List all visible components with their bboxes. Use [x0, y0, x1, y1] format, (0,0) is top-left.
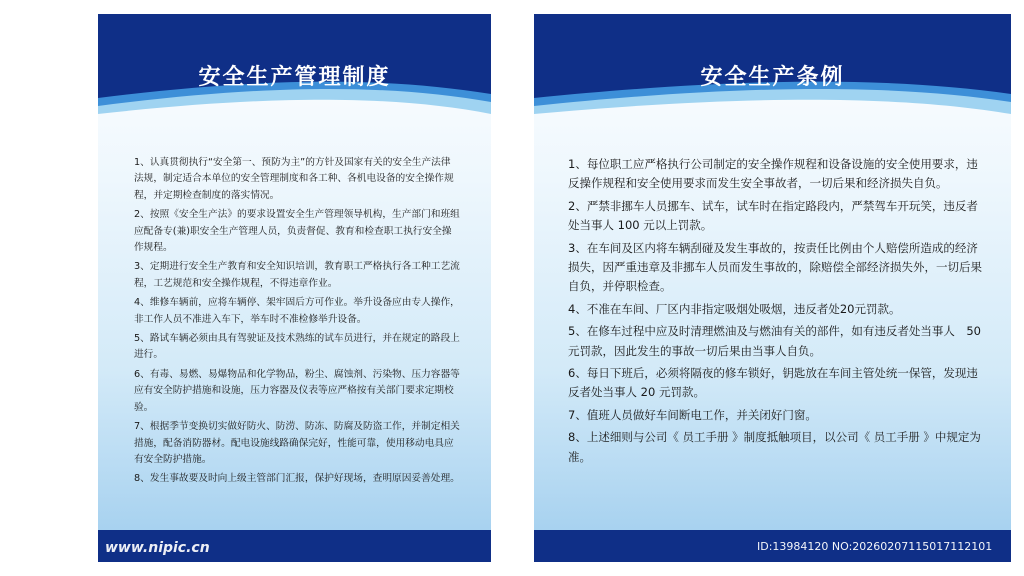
list-item: 1、认真贯彻执行“安全第一、预防为主”的方针及国家有关的安全生产法律法规，制定适合本单位的安全管理制度和各工种、各机电设备的安全操作规程，并定期检查制度的落实情况。: [134, 157, 454, 201]
list-item: 4、维修车辆前，应将车辆停、架牢固后方可作业。举升设备应由专人操作，非工作人员不准进入车下，举车时不准检修举升设备。: [134, 297, 460, 325]
list-item: 3、定期进行安全生产教育和安全知识培训，教育职工严格执行各工种工艺流程，工艺规范和安全操作规程，不得违章作业。: [134, 261, 460, 289]
list-item: 5、路试车辆必须由具有驾驶证及技术熟练的试车员进行，并在规定的路段上进行。: [134, 333, 460, 361]
list-item: 2、严禁非挪车人员挪车、试车，试车时在指定路段内，严禁驾车开玩笑，违反者处当事人 100 元以上罚款。: [568, 198, 978, 233]
watermark-site-name: 昵享网: [8, 541, 59, 561]
list-item: 6、每日下班后，必须将隔夜的修车锁好，钥匙放在车间主管处统一保管，发现违反者处当事人 20 元罚款。: [568, 366, 978, 400]
list-item: 2、按照《安全生产法》的要求设置安全生产管理领导机构，生产部门和班组应配备专(兼)职安全生产管理人员，负责督促、教育和检查职工执行安全操作规程。: [134, 209, 460, 254]
poster-title: 安全生产管理制度: [198, 65, 391, 90]
rules-list: [134, 155, 460, 491]
list-item: 8、上述细则与公司《 员工手册 》制度抵触项目，以公司《 员工手册 》中规定为准。: [568, 430, 981, 464]
list-item: 7、值班人员做好车间断电工作，并关闭好门窗。: [568, 407, 817, 422]
watermark-url: www.nipic.cn: [105, 540, 210, 556]
list-item: 1、每位职工应严格执行公司制定的安全操作规程和设备设施的安全使用要求，违反操作规程和安全使用要求而发生安全事故者，一切后果和经济损失自负。: [568, 157, 978, 191]
list-item: 5、在修车过程中应及时清理燃油及与燃油有关的部件，如有违反者处当事人 50 元罚款，因此发生的事故一切后果由当事人自负。: [568, 324, 993, 358]
list-item: 3、在车间及区内将车辆刮碰及发生事故的，按责任比例由个人赔偿所造成的经济损失，因严重违章及非挪车人员而发生事故的，除赔偿全部经济损失外，一切后果自负，并停职检查。: [568, 240, 982, 294]
left-poster: [98, 14, 491, 562]
list-item: 4、不准在车间、厂区内非指定吸烟处吸烟，违反者处20元罚款。: [568, 301, 901, 316]
poster-title: 安全生产条例: [700, 65, 845, 90]
right-poster: [534, 14, 1011, 562]
list-item: 7、根据季节变换切实做好防火、防涝、防冻、防腐及防盗工作，并制定相关措施，配备消防器材。配电设施线路确保完好，性能可靠，使用移动电具应有安全防护措施。: [134, 421, 460, 465]
list-item: 8、发生事故要及时向上级主管部门汇报，保护好现场，查明原因妥善处理。: [134, 473, 460, 485]
watermark-id: ID:13984120 NO:20260207115017112101: [757, 540, 993, 553]
rules-list: [568, 155, 993, 470]
list-item: 6、有毒、易燃、易爆物品和化学物品，粉尘、腐蚀剂、污染物、压力容器等应有安全防护措施和设施，压力容器及仪表等应严格按有关部门要求定期校验。: [134, 368, 460, 413]
